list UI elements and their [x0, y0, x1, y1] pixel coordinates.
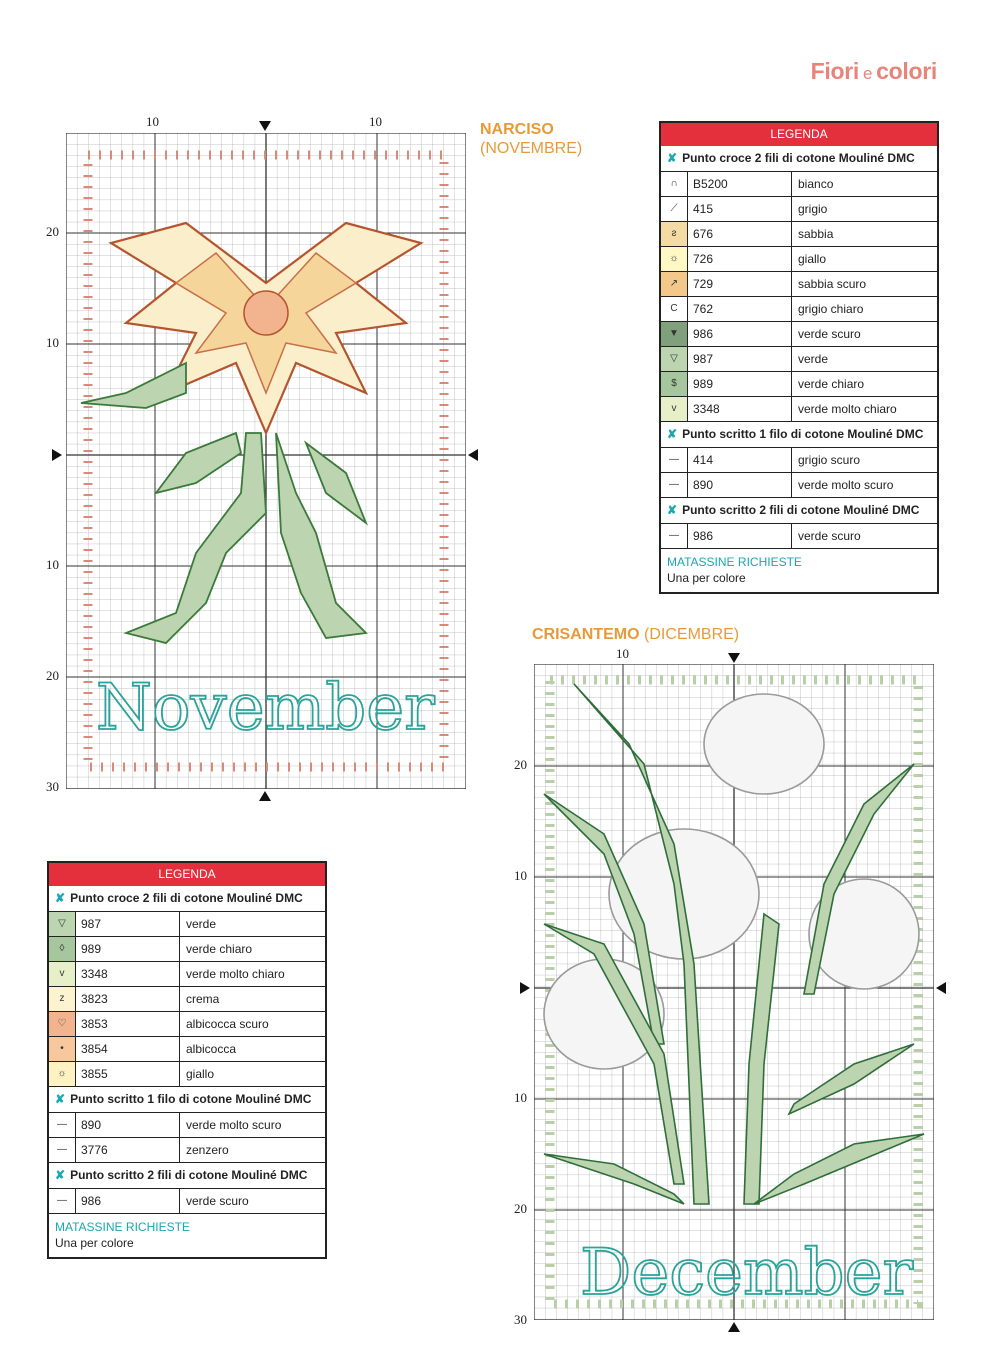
legend-left — [47, 861, 327, 1259]
legend-color-name: sabbia — [798, 227, 834, 241]
center-marker-bottom-2 — [728, 1322, 740, 1332]
legend-code: 989 — [688, 372, 792, 396]
legend-color-name: verde — [186, 917, 217, 931]
legend-symbol-icon: v — [661, 397, 688, 421]
narciso-left-axis-3: 10 — [46, 557, 59, 572]
crisantemo-title: CRISANTEMO — [532, 626, 640, 643]
legend-section-heading — [661, 498, 937, 524]
legend-code: 986 — [688, 524, 792, 548]
legend-section-title: Punto croce 2 fili di cotone Mouliné DMC — [70, 891, 303, 905]
legend-code: 762 — [688, 297, 792, 321]
legend-code: 890 — [76, 1113, 180, 1137]
legend-row — [49, 987, 325, 1012]
legend-symbol-icon: v — [49, 962, 76, 986]
legend-color-name: verde molto scuro — [186, 1118, 282, 1132]
legend-section-title: Punto scritto 2 fili di cotone Mouliné DMC — [70, 1168, 308, 1182]
center-marker-left — [52, 449, 62, 461]
legend-code: 989 — [76, 937, 180, 961]
legend-section-heading — [49, 1163, 325, 1189]
legend-symbol-icon: ∩ — [661, 172, 688, 196]
legend-color-name: verde chiaro — [798, 377, 865, 391]
legend-row — [661, 524, 937, 549]
legend-code: 726 — [688, 247, 792, 271]
cross-icon: ✘ — [55, 1168, 66, 1182]
legend-symbol-icon: ⟋ — [661, 197, 688, 221]
crisantemo-left-axis-4: 20 — [514, 1201, 527, 1216]
narciso-left-axis-1: 20 — [46, 224, 59, 239]
crisantemo-title-block — [532, 625, 739, 644]
header-title-a: Fiori — [810, 58, 860, 84]
legend-row — [49, 1138, 325, 1163]
legend-color-name: albicocca — [186, 1042, 237, 1056]
legend-code: 3348 — [688, 397, 792, 421]
center-marker-right-2 — [936, 982, 946, 994]
legend-color-name: zenzero — [186, 1143, 229, 1157]
cross-icon: ✘ — [55, 1092, 66, 1106]
crisantemo-left-axis-5: 30 — [514, 1312, 527, 1327]
legend-color-name: albicocca scuro — [186, 1017, 269, 1031]
legend-symbol-icon: — — [49, 1189, 76, 1213]
legend-color-name: verde scuro — [798, 529, 861, 543]
legend-row — [49, 1012, 325, 1037]
legend-color-name: sabbia scuro — [798, 277, 867, 291]
legend-color-name: verde — [798, 352, 829, 366]
legend-color-name: verde molto scuro — [798, 478, 894, 492]
legend-code: B5200 — [688, 172, 792, 196]
legend-symbol-icon: ƨ — [661, 222, 688, 246]
legend-code: 986 — [688, 322, 792, 346]
legend-row — [49, 912, 325, 937]
legend-symbol-icon: ▽ — [49, 912, 76, 936]
legend-row — [661, 247, 937, 272]
legend-symbol-icon: ☼ — [661, 247, 688, 271]
legend-row — [49, 1189, 325, 1214]
legend-row — [661, 197, 937, 222]
legend-section-heading — [661, 146, 937, 172]
legend-code: 3823 — [76, 987, 180, 1011]
legend-right-title: LEGENDA — [661, 123, 937, 146]
legend-left-title: LEGENDA — [49, 863, 325, 886]
legend-right — [659, 121, 939, 594]
legend-color-name: verde molto chiaro — [186, 967, 285, 981]
cross-icon: ✘ — [667, 427, 678, 441]
legend-symbol-icon: — — [661, 473, 688, 497]
legend-section-heading — [49, 886, 325, 912]
legend-left-footer-value: Una per colore — [55, 1236, 134, 1250]
legend-code: 3348 — [76, 962, 180, 986]
legend-code: 3776 — [76, 1138, 180, 1162]
legend-row — [661, 272, 937, 297]
legend-code: 414 — [688, 448, 792, 472]
legend-symbol-icon: C — [661, 297, 688, 321]
legend-section-heading — [661, 422, 937, 448]
legend-symbol-icon: • — [49, 1037, 76, 1061]
narciso-word: November — [96, 671, 435, 745]
legend-symbol-icon: — — [661, 524, 688, 548]
crisantemo-left-axis-3: 10 — [514, 1090, 527, 1105]
legend-code: 676 — [688, 222, 792, 246]
legend-row — [661, 172, 937, 197]
legend-section-title: Punto croce 2 fili di cotone Mouliné DMC — [682, 151, 915, 165]
legend-color-name: verde scuro — [186, 1194, 249, 1208]
legend-color-name: giallo — [798, 252, 827, 266]
narciso-left-axis-5: 30 — [46, 779, 59, 794]
center-marker-top — [259, 121, 271, 131]
legend-right-footer — [661, 549, 937, 592]
legend-left-footer — [49, 1214, 325, 1257]
center-marker-bottom — [259, 791, 271, 801]
crisantemo-pattern-grid — [534, 664, 934, 1320]
legend-right-footer-value: Una per colore — [667, 571, 746, 585]
legend-row — [661, 347, 937, 372]
legend-code: 986 — [76, 1189, 180, 1213]
legend-row — [661, 322, 937, 347]
legend-code: 3855 — [76, 1062, 180, 1086]
legend-section-heading — [49, 1087, 325, 1113]
legend-color-name: crema — [186, 992, 220, 1006]
legend-row — [49, 1113, 325, 1138]
legend-row — [49, 1037, 325, 1062]
legend-color-name: verde molto chiaro — [798, 402, 897, 416]
legend-code: 987 — [688, 347, 792, 371]
legend-right-footer-label: MATASSINE RICHIESTE — [667, 555, 802, 569]
legend-symbol-icon: ↗ — [661, 272, 688, 296]
legend-symbol-icon: — — [661, 448, 688, 472]
legend-section-title: Punto scritto 1 filo di cotone Mouliné DMC — [682, 427, 924, 441]
center-marker-right — [468, 449, 478, 461]
legend-row — [661, 397, 937, 422]
center-marker-left-2 — [520, 982, 530, 994]
legend-row — [49, 1062, 325, 1087]
header-title-e: e — [863, 64, 873, 83]
legend-color-name: verde scuro — [798, 327, 861, 341]
crisantemo-chart — [534, 664, 934, 1320]
header-title-b: colori — [876, 58, 937, 84]
narciso-pattern-grid — [66, 133, 466, 789]
legend-left-footer-label: MATASSINE RICHIESTE — [55, 1220, 190, 1234]
legend-symbol-icon: ▽ — [661, 347, 688, 371]
legend-section-title: Punto scritto 1 filo di cotone Mouliné DMC — [70, 1092, 312, 1106]
legend-color-name: grigio scuro — [798, 453, 861, 467]
legend-symbol-icon: ◊ — [49, 937, 76, 961]
legend-code: 3854 — [76, 1037, 180, 1061]
narciso-left-axis-4: 20 — [46, 668, 59, 683]
crisantemo-left-axis-2: 10 — [514, 868, 527, 883]
crisantemo-word: December — [580, 1236, 914, 1310]
legend-symbol-icon: ♡ — [49, 1012, 76, 1036]
narciso-chart — [66, 133, 466, 789]
legend-row — [49, 937, 325, 962]
legend-symbol-icon: — — [49, 1113, 76, 1137]
crisantemo-top-axis-1: 10 — [616, 646, 629, 661]
legend-code: 987 — [76, 912, 180, 936]
cross-icon: ✘ — [55, 891, 66, 905]
legend-code: 3853 — [76, 1012, 180, 1036]
legend-symbol-icon: z — [49, 987, 76, 1011]
legend-row — [49, 962, 325, 987]
center-marker-top-2 — [728, 653, 740, 663]
legend-color-name: bianco — [798, 177, 834, 191]
legend-code: 415 — [688, 197, 792, 221]
legend-row — [661, 372, 937, 397]
narciso-top-axis-2: 10 — [369, 114, 382, 129]
legend-symbol-icon: ▼ — [661, 322, 688, 346]
legend-symbol-icon: ☼ — [49, 1062, 76, 1086]
narciso-title-block — [480, 120, 582, 158]
legend-row — [661, 448, 937, 473]
page-header — [811, 58, 937, 85]
cross-icon: ✘ — [667, 151, 678, 165]
narciso-subtitle: (NOVEMBRE) — [480, 140, 583, 157]
legend-color-name: grigio — [798, 202, 828, 216]
legend-color-name: giallo — [186, 1067, 215, 1081]
legend-color-name: grigio chiaro — [798, 302, 864, 316]
legend-code: 729 — [688, 272, 792, 296]
cross-icon: ✘ — [667, 503, 678, 517]
narciso-top-axis-1: 10 — [146, 114, 159, 129]
legend-symbol-icon: $ — [661, 372, 688, 396]
narciso-title: NARCISO — [480, 121, 554, 138]
legend-row — [661, 297, 937, 322]
crisantemo-left-axis-1: 20 — [514, 757, 527, 772]
narciso-left-axis-2: 10 — [46, 335, 59, 350]
legend-color-name: verde chiaro — [186, 942, 253, 956]
legend-code: 890 — [688, 473, 792, 497]
crisantemo-subtitle: (DICEMBRE) — [644, 626, 740, 643]
legend-symbol-icon: — — [49, 1138, 76, 1162]
legend-row — [661, 222, 937, 247]
legend-row — [661, 473, 937, 498]
legend-right-body — [661, 146, 937, 549]
legend-left-body — [49, 886, 325, 1214]
legend-section-title: Punto scritto 2 fili di cotone Mouliné DMC — [682, 503, 920, 517]
